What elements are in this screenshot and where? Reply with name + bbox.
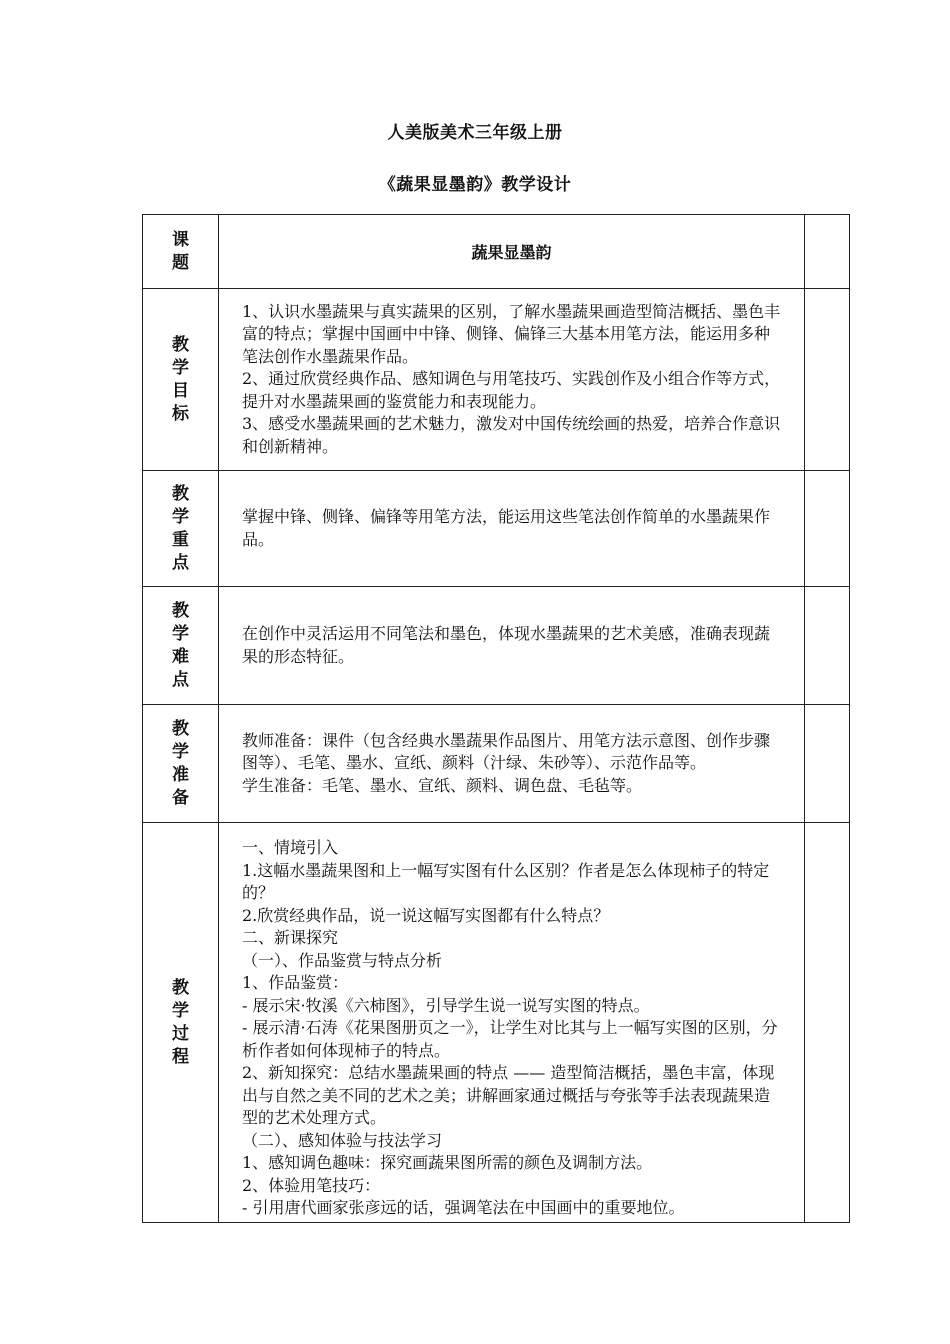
process-label-cell xyxy=(143,823,219,1223)
row-process xyxy=(143,823,850,1223)
preparation-text: 教师准备：课件（包含经典水墨蔬果作品图片、用笔方法示意图、创作步骤图等）、毛笔、墨水、宣纸、颜料（汁绿、朱砂等）、示范作品等。 学生准备：毛笔、墨水、宣纸、颜料、调色盘、毛毡等。 xyxy=(242,730,771,795)
preparation-extra-cell xyxy=(805,705,850,823)
process-label: 教学过程 xyxy=(172,977,189,1067)
goals-content-cell xyxy=(219,289,805,471)
process-extra-cell xyxy=(805,823,850,1223)
process-text: 一、情境引入 1.这幅水墨蔬果图和上一幅写实图有什么区别？作者是怎么体现柿子的特定的？ 2.欣赏经典作品，说一说这幅写实图都有什么特点？ 二、新课探究 （一）、作品鉴赏与特点分析 1、作品鉴赏： - 展示宋·牧溪《六柿图》，引导学生说一说写实图的特点。 - 展示清·石涛《花果图册页之一》，让学生对比其与上一幅写实图的区别，分析作者如何体现柿子的特点。 2、新知探究：总结水墨蔬果画的特点 —— 造型简洁概括，墨色丰富，体现出与自然之美不同的艺术之美；讲解画家通过概括与夸张等手法表现蔬果造型的艺术处理方式。 （二）、感知体验与技法学习 1、感知调色趣味：探究画蔬果图所需的颜色及调制方法。 2、体验用笔技巧： - 引用唐代画家张彦远的话，强调笔法在中国画中的重要地位。 xyxy=(242,838,778,1217)
row-key-points xyxy=(143,471,850,587)
topic-extra-cell xyxy=(805,215,850,289)
row-difficulties xyxy=(143,587,850,705)
key-points-text: 掌握中锋、侧锋、偏锋等用笔方法，能运用这些笔法创作简单的水墨蔬果作品。 xyxy=(242,507,771,549)
key-points-label-cell xyxy=(143,471,219,587)
row-goals xyxy=(143,289,850,471)
topic-label-cell xyxy=(143,215,219,289)
difficulties-label-cell xyxy=(143,587,219,705)
topic-value-cell xyxy=(219,215,805,289)
row-preparation xyxy=(143,705,850,823)
document-title: 人美版美术三年级上册 xyxy=(387,123,563,143)
key-points-content-cell xyxy=(219,471,805,587)
key-points-label: 教学重点 xyxy=(172,483,189,573)
goals-label-cell xyxy=(143,289,219,471)
goals-label: 教学目标 xyxy=(172,334,189,424)
row-topic xyxy=(143,215,850,289)
preparation-content-cell xyxy=(219,705,805,823)
process-content-cell xyxy=(219,823,805,1223)
preparation-label-cell xyxy=(143,705,219,823)
lesson-plan-table xyxy=(142,214,850,1223)
preparation-label: 教学准备 xyxy=(172,718,189,808)
document-subtitle: 《蔬果显墨韵》教学设计 xyxy=(378,175,572,195)
key-points-extra-cell xyxy=(805,471,850,587)
goals-extra-cell xyxy=(805,289,850,471)
topic-value: 蔬果显墨韵 xyxy=(471,243,552,262)
difficulties-label: 教学难点 xyxy=(172,600,189,690)
difficulties-text: 在创作中灵活运用不同笔法和墨色，体现水墨蔬果的艺术美感，准确表现蔬果的形态特征。 xyxy=(242,624,771,666)
goals-text: 1、认识水墨蔬果与真实蔬果的区别，了解水墨蔬果画造型简洁概括、墨色丰富的特点；掌握中国画中中锋、侧锋、偏锋三大基本用笔方法，能运用多种笔法创作水墨蔬果作品。 2、通过欣赏经典作品、感知调色与用笔技巧、实践创作及小组合作等方式，提升对水墨蔬果画的鉴赏能力和表现能力。 3、感受水墨蔬果画的艺术魅力，激发对中国传统绘画的热爱，培养合作意识和创新精神。 xyxy=(242,301,781,456)
topic-label: 课题 xyxy=(172,229,189,273)
difficulties-content-cell xyxy=(219,587,805,705)
difficulties-extra-cell xyxy=(805,587,850,705)
